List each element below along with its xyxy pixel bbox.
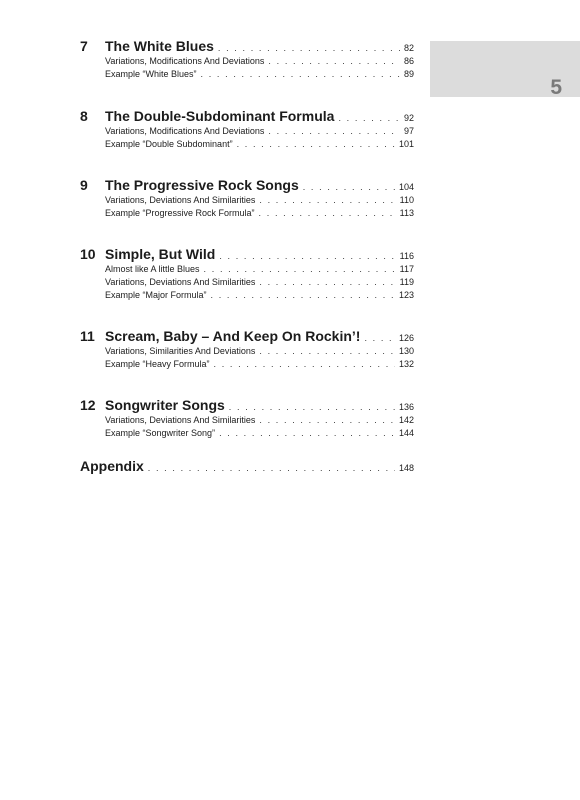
page-reference: 136	[398, 402, 414, 412]
chapter-title: Scream, Baby – And Keep On Rockin’!	[105, 328, 361, 344]
subentry-title: Example “Songwriter Song”	[105, 428, 216, 438]
table-of-contents	[80, 38, 414, 476]
chapter-title: The Progressive Rock Songs	[105, 177, 299, 193]
toc-appendix	[80, 458, 414, 476]
toc-subentry[interactable]	[80, 277, 414, 290]
chapter-heading[interactable]	[80, 177, 414, 195]
subentry-title: Variations, Modifications And Deviations	[105, 126, 265, 136]
dot-leader	[219, 251, 395, 261]
page-reference: 110	[399, 195, 414, 205]
page-reference: 113	[399, 208, 414, 218]
toc-subentry[interactable]	[80, 415, 414, 428]
page-reference: 123	[398, 290, 414, 300]
dot-leader	[268, 126, 400, 136]
toc-subentry[interactable]	[80, 428, 414, 441]
toc-subentry[interactable]	[80, 69, 414, 82]
toc-chapter-8	[80, 108, 414, 177]
toc-subentry[interactable]	[80, 346, 414, 359]
page-reference: 116	[399, 251, 414, 261]
subentry-title: Variations, Deviations And Similarities	[105, 277, 256, 287]
dot-leader	[237, 139, 395, 149]
chapter-title: The White Blues	[105, 38, 214, 54]
subentry-title: Variations, Deviations And Similarities	[105, 415, 256, 425]
dot-leader	[259, 208, 396, 218]
page-reference: 92	[403, 113, 414, 123]
toc-chapter-11	[80, 328, 414, 397]
subentry-title: Example “Double Subdominant”	[105, 139, 233, 149]
page-reference: 144	[398, 428, 414, 438]
toc-subentry[interactable]	[80, 264, 414, 277]
page-reference: 126	[398, 333, 414, 343]
subentry-title: Example “Progressive Rock Formula”	[105, 208, 255, 218]
dot-leader	[201, 69, 400, 79]
chapter-number: 7	[80, 38, 88, 54]
subentry-title: Variations, Deviations And Similarities	[105, 195, 256, 205]
subentry-title: Example “Major Formula”	[105, 290, 207, 300]
page-reference: 101	[398, 139, 414, 149]
page-reference: 117	[399, 264, 414, 274]
chapter-heading[interactable]	[80, 246, 414, 264]
chapter-heading[interactable]	[80, 38, 414, 56]
page-reference: 97	[403, 126, 414, 136]
chapter-tab	[430, 41, 580, 97]
page-reference: 86	[403, 56, 414, 66]
subentry-title: Variations, Similarities And Deviations	[105, 346, 256, 356]
chapter-heading[interactable]	[80, 108, 414, 126]
toc-subentry[interactable]	[80, 290, 414, 303]
page-reference: 82	[403, 43, 414, 53]
subentry-title: Example “Heavy Formula”	[105, 359, 210, 369]
chapter-title: The Double-Subdominant Formula	[105, 108, 335, 124]
chapter-title: Songwriter Songs	[105, 397, 225, 413]
appendix-heading[interactable]	[80, 458, 414, 476]
page-reference: 104	[398, 182, 414, 192]
dot-leader	[338, 113, 400, 123]
subentry-title: Almost like A little Blues	[105, 264, 200, 274]
dot-leader	[259, 277, 395, 287]
dot-leader	[364, 333, 395, 343]
chapter-heading[interactable]	[80, 328, 414, 346]
appendix-title: Appendix	[80, 458, 144, 474]
dot-leader	[268, 56, 400, 66]
dot-leader	[259, 415, 395, 425]
dot-leader	[148, 463, 395, 473]
dot-leader	[219, 428, 395, 438]
toc-subentry[interactable]	[80, 139, 414, 152]
dot-leader	[218, 43, 400, 53]
dot-leader	[303, 182, 395, 192]
page-reference: 130	[398, 346, 414, 356]
chapter-number: 10	[80, 246, 96, 262]
subentry-title: Example “White Blues”	[105, 69, 197, 79]
dot-leader	[211, 290, 395, 300]
chapter-title: Simple, But Wild	[105, 246, 216, 262]
toc-chapter-7	[80, 38, 414, 108]
dot-leader	[204, 264, 396, 274]
toc-chapter-10	[80, 246, 414, 328]
subentry-title: Variations, Modifications And Deviations	[105, 56, 265, 66]
chapter-number: 11	[80, 328, 95, 344]
page-reference: 89	[403, 69, 414, 79]
toc-chapter-12	[80, 397, 414, 458]
page-number: 5	[550, 76, 562, 99]
dot-leader	[229, 402, 395, 412]
toc-subentry[interactable]	[80, 56, 414, 69]
page-reference: 132	[398, 359, 414, 369]
chapter-number: 8	[80, 108, 88, 124]
toc-subentry[interactable]	[80, 126, 414, 139]
page-reference: 142	[398, 415, 414, 425]
dot-leader	[259, 346, 395, 356]
dot-leader	[259, 195, 395, 205]
dot-leader	[214, 359, 395, 369]
chapter-heading[interactable]	[80, 397, 414, 415]
chapter-number: 9	[80, 177, 88, 193]
toc-chapter-9	[80, 177, 414, 246]
chapter-number: 12	[80, 397, 96, 413]
page-reference: 119	[399, 277, 414, 287]
toc-subentry[interactable]	[80, 208, 414, 221]
toc-subentry[interactable]	[80, 195, 414, 208]
page-reference: 148	[398, 463, 414, 473]
toc-subentry[interactable]	[80, 359, 414, 372]
